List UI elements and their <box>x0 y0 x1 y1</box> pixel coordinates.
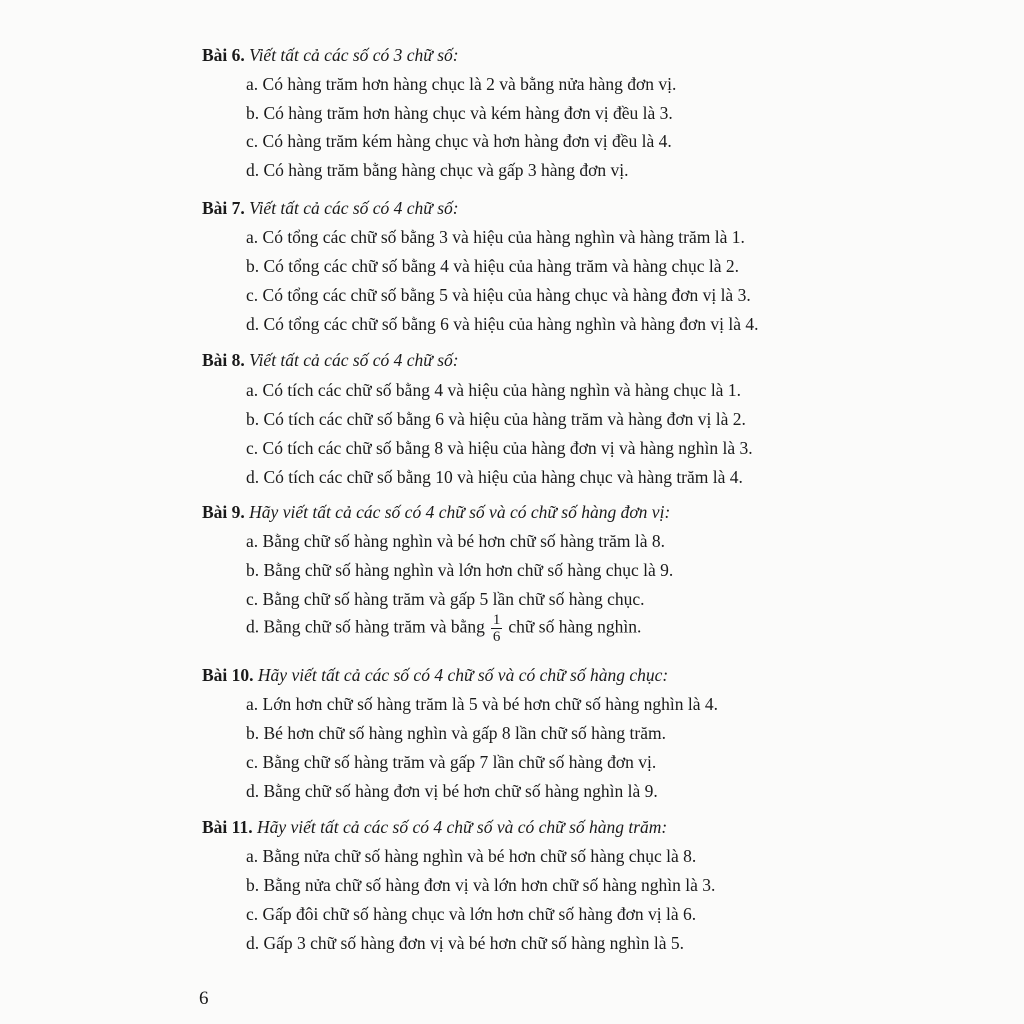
exercise-10-heading <box>202 664 668 686</box>
exercise-label: Bài 8. <box>202 350 245 370</box>
exercise-7-item-d: d. Có tổng các chữ số bằng 6 và hiệu của hàng nghìn và hàng đơn vị là 4. <box>246 314 759 334</box>
exercise-7-heading <box>202 197 459 219</box>
exercise-6-heading <box>202 44 459 66</box>
exercise-6-item-d: d. Có hàng trăm bằng hàng chục và gấp 3 hàng đơn vị. <box>246 160 629 180</box>
exercise-11-item-c: c. Gấp đôi chữ số hàng chục và lớn hơn chữ số hàng đơn vị là 6. <box>246 904 697 924</box>
page-number: 6 <box>199 988 209 1009</box>
exercise-prompt: Viết tất cả các số có 4 chữ số: <box>249 350 459 370</box>
exercise-label: Bài 6. <box>202 45 245 65</box>
exercise-9-heading <box>202 501 670 523</box>
exercise-6-item-b: b. Có hàng trăm hơn hàng chục và kém hàng đơn vị đều là 3. <box>246 103 673 123</box>
exercise-8-heading <box>202 349 459 371</box>
exercise-11-heading <box>202 816 667 838</box>
exercise-10-item-b: b. Bé hơn chữ số hàng nghìn và gấp 8 lần chữ số hàng trăm. <box>246 723 666 743</box>
exercise-8-item-d: d. Có tích các chữ số bằng 10 và hiệu của hàng chục và hàng trăm là 4. <box>246 467 743 487</box>
one-sixth-fraction <box>491 612 503 645</box>
exercise-label: Bài 10. <box>202 665 254 685</box>
exercise-9-item-b: b. Bằng chữ số hàng nghìn và lớn hơn chữ số hàng chục là 9. <box>246 560 674 580</box>
fraction-item-text-after: chữ số hàng nghìn. <box>508 616 642 637</box>
exercise-9-item-c: c. Bằng chữ số hàng trăm và gấp 5 lần chữ số hàng chục. <box>246 589 645 609</box>
fraction-item-text-before: d. Bằng chữ số hàng trăm và bằng <box>246 616 485 637</box>
exercise-prompt: Viết tất cả các số có 3 chữ số: <box>249 45 459 65</box>
exercise-prompt: Hãy viết tất cả các số có 4 chữ số và có chữ số hàng đơn vị: <box>249 502 671 522</box>
exercise-7-item-c: c. Có tổng các chữ số bằng 5 và hiệu của hàng chục và hàng đơn vị là 3. <box>246 285 751 305</box>
exercise-6-item-c: c. Có hàng trăm kém hàng chục và hơn hàng đơn vị đều là 4. <box>246 131 672 151</box>
exercise-7-item-a: a. Có tổng các chữ số bằng 3 và hiệu của hàng nghìn và hàng trăm là 1. <box>246 227 745 247</box>
exercise-8-item-c: c. Có tích các chữ số bằng 8 và hiệu của hàng đơn vị và hàng nghìn là 3. <box>246 438 753 458</box>
exercise-prompt: Hãy viết tất cả các số có 4 chữ số và có chữ số hàng chục: <box>257 665 669 685</box>
exercise-label: Bài 11. <box>202 817 253 837</box>
exercise-10-item-c: c. Bằng chữ số hàng trăm và gấp 7 lần chữ số hàng đơn vị. <box>246 752 657 772</box>
exercise-10-item-a: a. Lớn hơn chữ số hàng trăm là 5 và bé hơn chữ số hàng nghìn là 4. <box>246 694 718 714</box>
exercise-9-item-d <box>246 612 641 645</box>
exercise-11-item-d: d. Gấp 3 chữ số hàng đơn vị và bé hơn chữ số hàng nghìn là 5. <box>246 933 684 953</box>
exercise-prompt: Hãy viết tất cả các số có 4 chữ số và có chữ số hàng trăm: <box>256 817 668 837</box>
fraction-numerator: 1 <box>492 612 501 628</box>
exercise-7-item-b: b. Có tổng các chữ số bằng 4 và hiệu của hàng trăm và hàng chục là 2. <box>246 256 740 276</box>
fraction-denominator: 6 <box>492 629 501 645</box>
exercise-label: Bài 7. <box>202 198 245 218</box>
exercise-11-item-a: a. Bằng nửa chữ số hàng nghìn và bé hơn chữ số hàng chục là 8. <box>246 846 697 866</box>
exercise-11-item-b: b. Bằng nửa chữ số hàng đơn vị và lớn hơn chữ số hàng nghìn là 3. <box>246 875 716 895</box>
exercise-8-item-b: b. Có tích các chữ số bằng 6 và hiệu của hàng trăm và hàng đơn vị là 2. <box>246 409 746 429</box>
exercise-label: Bài 9. <box>202 502 245 522</box>
exercise-8-item-a: a. Có tích các chữ số bằng 4 và hiệu của hàng nghìn và hàng chục là 1. <box>246 380 741 400</box>
bleed-through-text <box>560 38 577 58</box>
exercise-6-item-a: a. Có hàng trăm hơn hàng chục là 2 và bằng nửa hàng đơn vị. <box>246 74 677 94</box>
exercise-10-item-d: d. Bằng chữ số hàng đơn vị bé hơn chữ số hàng nghìn là 9. <box>246 781 658 801</box>
exercise-9-item-a: a. Bằng chữ số hàng nghìn và bé hơn chữ số hàng trăm là 8. <box>246 531 665 551</box>
exercise-prompt: Viết tất cả các số có 4 chữ số: <box>249 198 459 218</box>
